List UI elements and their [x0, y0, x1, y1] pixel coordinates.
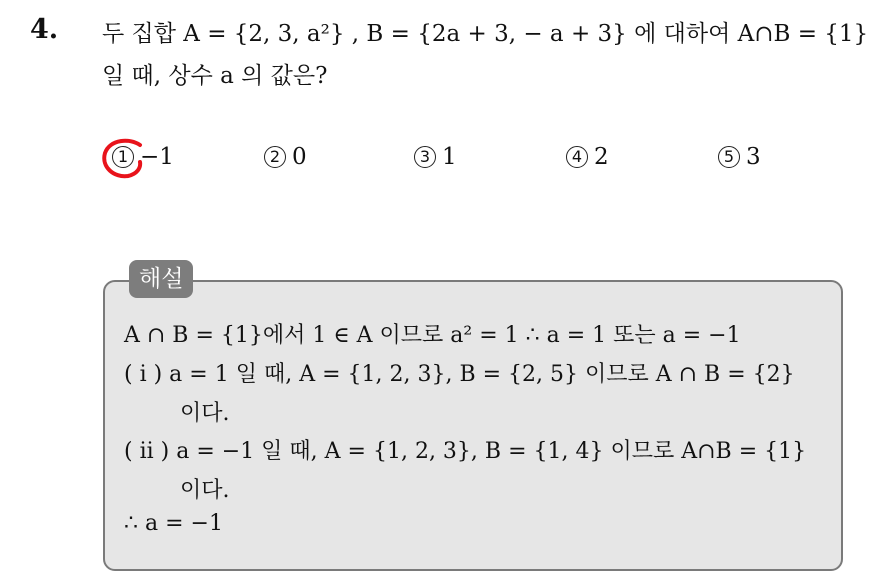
choice-value: 0 — [292, 144, 307, 170]
solution-line: 이다. — [180, 478, 230, 503]
solution-line: ( i ) a = 1 일 때, A = {1, 2, 3}, B = {2, 5} 이므로 A ∩ B = {2} — [124, 362, 795, 387]
question-number: 4. — [30, 14, 59, 45]
choice-1[interactable] — [112, 144, 174, 170]
choice-number: 1 — [112, 146, 134, 168]
choice-3[interactable] — [414, 144, 457, 170]
choice-5[interactable] — [718, 144, 761, 170]
choice-value: −1 — [140, 144, 174, 170]
choice-value: 3 — [746, 144, 761, 170]
choice-number: 5 — [718, 146, 740, 168]
choice-number: 2 — [264, 146, 286, 168]
solution-line: 이다. — [180, 401, 230, 426]
choice-4[interactable] — [566, 144, 609, 170]
choice-value: 1 — [442, 144, 457, 170]
question-text-line-2: 일 때, 상수 a 의 값은? — [102, 63, 328, 89]
choice-number: 3 — [414, 146, 436, 168]
solution-line: A ∩ B = {1}에서 1 ∈ A 이므로 a² = 1 ∴ a = 1 또는 a = −1 — [124, 323, 741, 348]
choice-number: 4 — [566, 146, 588, 168]
solution-tag: 해설 — [129, 260, 193, 298]
choice-value: 2 — [594, 144, 609, 170]
solution-line: ( ii ) a = −1 일 때, A = {1, 2, 3}, B = {1, 4} 이므로 A∩B = {1} — [124, 439, 807, 464]
question-text-line-1: 두 집합 A = {2, 3, a²} , B = {2a + 3, − a + 3} 에 대하여 A∩B = {1} — [102, 21, 869, 47]
choice-2[interactable] — [264, 144, 307, 170]
solution-line: ∴ a = −1 — [124, 511, 223, 536]
